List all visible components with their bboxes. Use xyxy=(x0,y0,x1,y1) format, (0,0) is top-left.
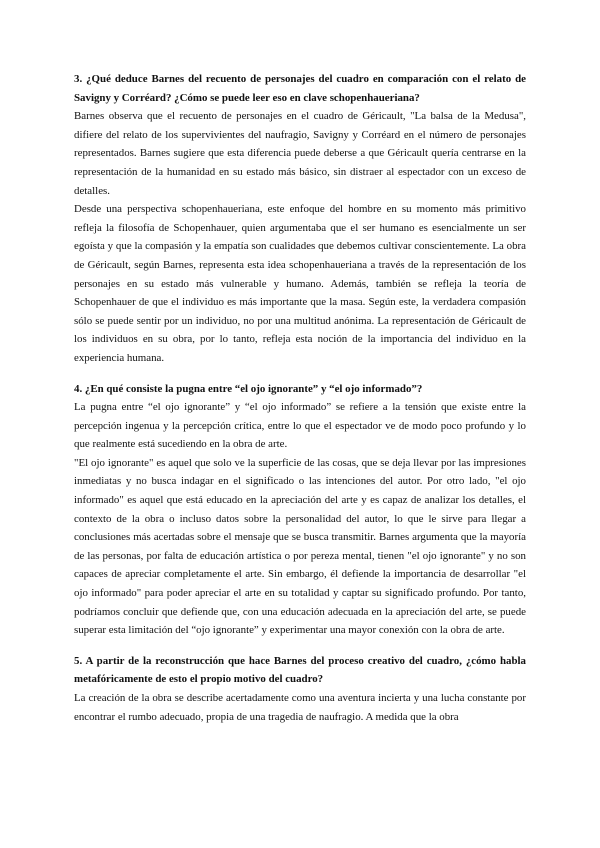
paragraph: La pugna entre “el ojo ignorante” y “el ojo informado” se refiere a la tensión que existe entre la percepción ingenua y la percepción crítica, entre lo que el espectador ve de modo poco profundo y lo que realmente está sucediendo en la obra de arte. xyxy=(74,401,526,451)
section-4 xyxy=(74,380,526,640)
paragraph: Desde una perspectiva schopenhaueriana, este enfoque del hombre en su momento más primitivo refleja la filosofía de Schopenhauer, quien argumentaba que el ser humano es esencialmente un ser egoísta y que la compasión y la empatía son cualidades que debemos cultivar conscientemente. La obra de Géricault, según Barnes, representa esta idea schopenhaueriana a través de la representación de los personajes en su estado más vulnerable y humano. Además, también se refleja la teoría de Schopenhauer de que el individuo es más importante que la masa. Según este, la verdadera compasión sólo se puede sentir por un individuo, no por una multitud anónima. La representación de Géricault de los individuos en su obra, por lo tanto, refleja esta noción de la importancia del individuo en la experiencia humana. xyxy=(74,203,526,364)
paragraph: "El ojo ignorante" es aquel que solo ve la superficie de las cosas, que se deja llevar por las impresiones inmediatas y no busca indagar en el significado o las intenciones del autor. Por otro lado, "el ojo informado" es aquel que está educado en la apreciación del arte y es capaz de analizar los detalles, el contexto de la obra o incluso datos sobre la personalidad del autor, lo que le sirve para llegar a conclusiones más acertadas sobre el mensaje que se busca transmitir. Barnes argumenta que la mayoría de las personas, por falta de educación artística o por pereza mental, tienen "el ojo ignorante" y no son capaces de apreciar completamente el arte. Sin embargo, él defiende la importancia de desarrollar "el ojo informado" para poder apreciar el arte en su totalidad y captar su significado profundo. Por tanto, podríamos concluir que defiende que, con una educación adecuada en la apreciación del arte, se puede superar esta limitación del “ojo ignorante” y experimentar una mayor conexión con la obra de arte. xyxy=(74,456,526,637)
section-3 xyxy=(74,70,526,368)
question-5-heading: 5. A partir de la reconstrucción que hace Barnes del proceso creativo del cuadro, ¿cómo habla metafóricamente de esto el propio motivo del cuadro? xyxy=(74,654,526,686)
question-4-heading: 4. ¿En qué consiste la pugna entre “el ojo ignorante” y “el ojo informado”? xyxy=(74,382,423,395)
document-page xyxy=(74,70,526,726)
section-gap xyxy=(74,368,526,380)
section-5 xyxy=(74,652,526,726)
question-3-heading: 3. ¿Qué deduce Barnes del recuento de personajes del cuadro en comparación con el relato de Savigny y Corréard? ¿Cómo se puede leer eso en clave schopenhaueriana? xyxy=(74,73,526,104)
paragraph: Barnes observa que el recuento de personajes en el cuadro de Géricault, "La balsa de la Medusa", difiere del relato de los supervivientes del naufragio, Savigny y Corréard en el número de personajes representados. Barnes sugiere que esta diferencia puede deberse a que Géricault quería centrarse en la representación de la humanidad en su estado más básico, sin distraer al espectador con un exceso de detalles. xyxy=(74,110,526,197)
section-gap xyxy=(74,640,526,652)
paragraph: La creación de la obra se describe acertadamente como una aventura incierta y una lucha constante por encontrar el rumbo adecuado, propia de una tragedia de naufragio. A medida que la obra xyxy=(74,692,526,723)
